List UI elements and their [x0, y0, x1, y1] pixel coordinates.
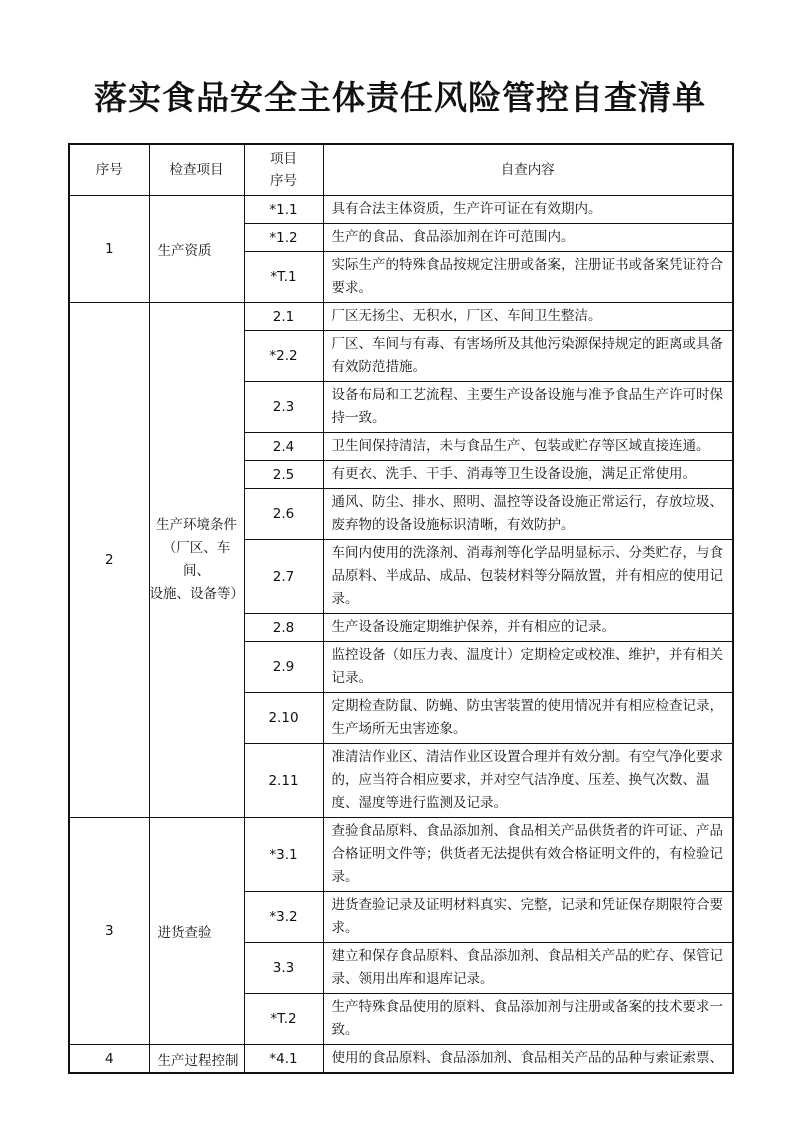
item-code: *1.2 [244, 224, 323, 252]
item-text: 具有合法主体资质，生产许可证在有效期内。 [323, 196, 733, 224]
category-line: 设施、设备等） [149, 586, 244, 602]
item-text: 通风、防尘、排水、照明、温控等设备设施正常运行，存放垃圾、废弃物的设备设施标识清晰，有效防护。 [323, 489, 733, 540]
item-text: 设备布局和工艺流程、主要生产设备设施与准予食品生产许可时保持一致。 [323, 382, 733, 433]
header-code-line2: 序号 [270, 173, 297, 189]
item-code: *T.2 [244, 994, 323, 1045]
item-text: 卫生间保持清洁，未与食品生产、包装或贮存等区域直接连通。 [323, 433, 733, 461]
category-line: 生产环境条件 [156, 517, 237, 533]
table-row [69, 303, 733, 331]
checklist-table [68, 143, 734, 1074]
item-code: 3.3 [244, 943, 323, 994]
item-text: 实际生产的特殊食品按规定注册或备案，注册证书或备案凭证符合要求。 [323, 252, 733, 303]
item-code: *3.2 [244, 892, 323, 943]
item-code: 2.11 [244, 744, 323, 818]
header-content: 自查内容 [323, 144, 733, 196]
item-text: 厂区无扬尘、无积水，厂区、车间卫生整洁。 [323, 303, 733, 331]
item-text: 进货查验记录及证明材料真实、完整，记录和凭证保存期限符合要求。 [323, 892, 733, 943]
section-seq: 1 [69, 196, 149, 303]
section-category: 生产过程控制 [149, 1045, 244, 1074]
section-seq: 2 [69, 303, 149, 818]
page-title: 落实食品安全主体责任风险管控自查清单 [94, 78, 706, 117]
item-code: 2.1 [244, 303, 323, 331]
item-text: 生产的食品、食品添加剂在许可范围内。 [323, 224, 733, 252]
table-row [69, 1045, 733, 1074]
item-code: *4.1 [244, 1045, 323, 1074]
category-line: （厂区、车间、 [162, 540, 231, 579]
item-code: 2.4 [244, 433, 323, 461]
item-text: 厂区、车间与有毒、有害场所及其他污染源保持规定的距离或具备有效防范措施。 [323, 331, 733, 382]
section-category: 进货查验 [149, 818, 244, 1045]
item-text: 生产特殊食品使用的原料、食品添加剂与注册或备案的技术要求一致。 [323, 994, 733, 1045]
table-row [69, 818, 733, 892]
item-code: 2.9 [244, 642, 323, 693]
item-code: 2.8 [244, 614, 323, 642]
header-code [244, 144, 323, 196]
item-code: 2.7 [244, 540, 323, 614]
section-seq: 4 [69, 1045, 149, 1074]
item-text: 监控设备（如压力表、温度计）定期检定或校准、维护，并有相关记录。 [323, 642, 733, 693]
item-code: *3.1 [244, 818, 323, 892]
item-text: 有更衣、洗手、干手、消毒等卫生设备设施，满足正常使用。 [323, 461, 733, 489]
item-code: 2.10 [244, 693, 323, 744]
section-category: 生产资质 [149, 196, 244, 303]
header-seq: 序号 [69, 144, 149, 196]
item-text: 查验食品原料、食品添加剂、食品相关产品供货者的许可证、产品合格证明文件等；供货者无法提供有效合格证明文件的，有检验记录。 [323, 818, 733, 892]
item-code: *T.1 [244, 252, 323, 303]
header-code-line1: 项目 [270, 151, 297, 167]
item-text: 使用的食品原料、食品添加剂、食品相关产品的品种与索证索票、 [323, 1045, 733, 1074]
item-text: 车间内使用的洗涤剂、消毒剂等化学品明显标示、分类贮存，与食品原料、半成品、成品、包装材料等分隔放置，并有相应的使用记录。 [323, 540, 733, 614]
table-row [69, 196, 733, 224]
item-text: 定期检查防鼠、防蝇、防虫害装置的使用情况并有相应检查记录，生产场所无虫害迹象。 [323, 693, 733, 744]
item-code: 2.6 [244, 489, 323, 540]
section-seq: 3 [69, 818, 149, 1045]
header-item: 检查项目 [149, 144, 244, 196]
item-code: 2.5 [244, 461, 323, 489]
item-code: *1.1 [244, 196, 323, 224]
item-code: 2.3 [244, 382, 323, 433]
item-text: 建立和保存食品原料、食品添加剂、食品相关产品的贮存、保管记录、领用出库和退库记录。 [323, 943, 733, 994]
item-text: 生产设备设施定期维护保养，并有相应的记录。 [323, 614, 733, 642]
header-row [69, 144, 733, 196]
section-category [149, 303, 244, 818]
item-text: 准清洁作业区、清洁作业区设置合理并有效分割。有空气净化要求的，应当符合相应要求，并对空气洁净度、压差、换气次数、温度、湿度等进行监测及记录。 [323, 744, 733, 818]
item-code: *2.2 [244, 331, 323, 382]
